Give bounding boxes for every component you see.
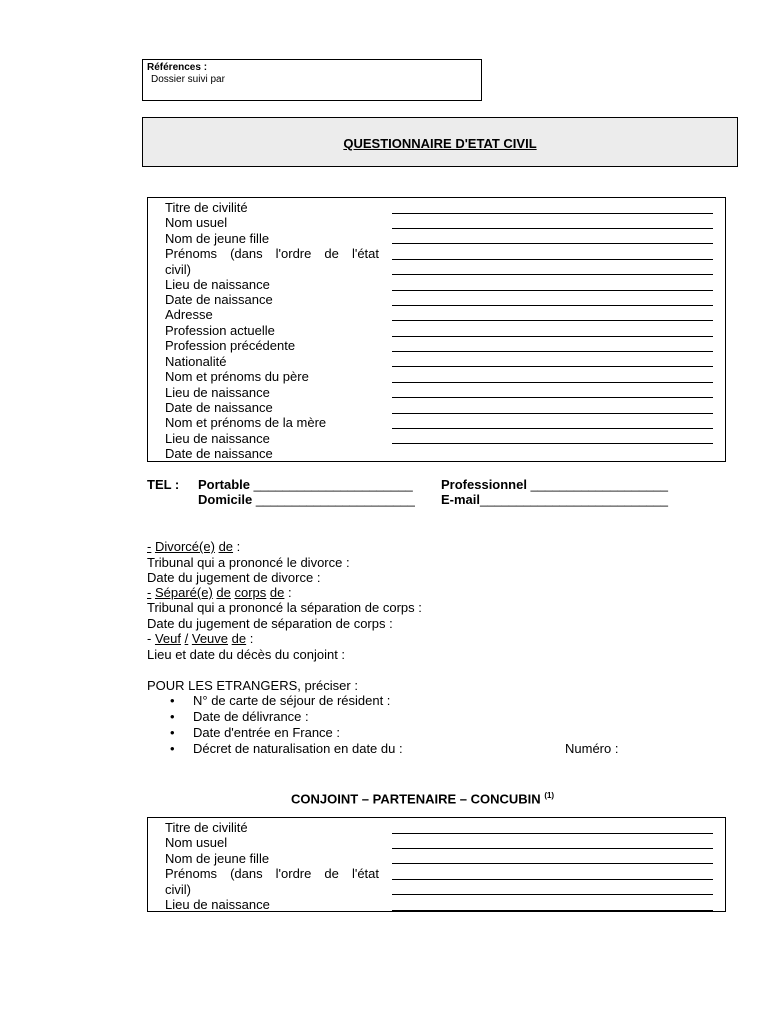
tel-portable-row <box>198 477 413 492</box>
bullet-icon: • <box>170 741 175 756</box>
professionnel-label: Professionnel <box>441 477 527 492</box>
etrangers-item-decret: Décret de naturalisation en date du : <box>193 741 403 756</box>
email-input-line[interactable]: __________________________ <box>480 492 668 507</box>
bullet-icon: • <box>170 725 175 740</box>
tel-label: TEL : <box>147 477 180 492</box>
field-label-nom-usuel: Nom usuel <box>165 215 228 230</box>
conjoint-note: (1) <box>544 791 555 800</box>
deces-label: Lieu et date du décès du conjoint : <box>147 647 346 662</box>
field-label-mere-lieu: Lieu de naissance <box>165 431 270 446</box>
separation-de2: de <box>269 585 285 600</box>
tel-professionnel-row <box>441 477 668 492</box>
field-label-lieu-naissance: Lieu de naissance <box>165 277 270 292</box>
input-line-profession-actuelle[interactable] <box>392 336 713 337</box>
portable-label: Portable <box>198 477 251 492</box>
field-label-prenoms-cont: civil) <box>165 262 191 277</box>
field-label-adresse: Adresse <box>165 307 213 322</box>
divorce-colon: : <box>236 539 241 554</box>
divorce-dash: - <box>147 539 152 554</box>
conjoint-input-line-prenoms-cont[interactable] <box>392 894 713 895</box>
separation-line <box>147 585 292 600</box>
page-title: QUESTIONNAIRE D'ETAT CIVIL <box>343 136 537 151</box>
etrangers-heading: POUR LES ETRANGERS, préciser : <box>147 678 358 693</box>
references-box <box>142 59 482 101</box>
tel-email-row <box>441 492 668 507</box>
input-line-profession-precedente[interactable] <box>392 351 713 352</box>
input-line-prenoms-cont[interactable] <box>392 274 713 275</box>
veuf-line <box>147 631 253 646</box>
tribunal-separation-label: Tribunal qui a prononcé la séparation de corps : <box>147 600 422 615</box>
divorce-de: de <box>218 539 234 554</box>
divorce-option[interactable]: Divorcé(e) <box>154 539 215 554</box>
input-line-prenoms[interactable] <box>392 259 713 260</box>
date-divorce-label: Date du jugement de divorce : <box>147 570 321 585</box>
input-line-mere[interactable] <box>392 428 713 429</box>
conjoint-label-prenoms-cont: civil) <box>165 882 191 897</box>
veuf-de: de <box>231 631 247 646</box>
etrangers-numero: Numéro : <box>565 741 619 756</box>
divorce-line <box>147 539 240 554</box>
field-label-mere-date: Date de naissance <box>165 446 273 461</box>
conjoint-label-lieu-naissance: Lieu de naissance <box>165 897 270 912</box>
bullet-icon: • <box>170 693 175 708</box>
veuf-dash: - <box>147 631 152 646</box>
title-box <box>142 117 738 167</box>
etrangers-item-entree: Date d'entrée en France : <box>193 725 341 740</box>
conjoint-input-line-prenoms[interactable] <box>392 879 713 880</box>
input-line-nationalite[interactable] <box>392 366 713 367</box>
veuve-option[interactable]: Veuve <box>191 631 229 646</box>
tribunal-divorce-label: Tribunal qui a prononcé le divorce : <box>147 555 350 570</box>
conjoint-label-prenoms: Prénoms (dans l'ordre de l'état <box>165 866 379 881</box>
input-line-titre[interactable] <box>392 213 713 214</box>
portable-input-line[interactable]: ______________________ <box>253 477 413 492</box>
input-line-nom-usuel[interactable] <box>392 228 713 229</box>
veuf-colon: : <box>249 631 254 646</box>
conjoint-input-line-titre[interactable] <box>392 833 713 834</box>
field-label-profession-precedente: Profession précédente <box>165 338 296 353</box>
conjoint-heading <box>291 788 554 806</box>
field-label-titre: Titre de civilité <box>165 200 248 215</box>
field-label-profession-actuelle: Profession actuelle <box>165 323 275 338</box>
veuf-option[interactable]: Veuf <box>154 631 181 646</box>
input-line-pere[interactable] <box>392 382 713 383</box>
domicile-input-line[interactable]: ______________________ <box>255 492 415 507</box>
field-label-prenoms: Prénoms (dans l'ordre de l'état <box>165 246 379 261</box>
input-line-mere-lieu[interactable] <box>392 443 713 444</box>
conjoint-label-titre: Titre de civilité <box>165 820 248 835</box>
input-line-pere-lieu[interactable] <box>392 397 713 398</box>
separation-colon: : <box>288 585 292 600</box>
tel-domicile-row <box>198 492 415 507</box>
veuf-slash: / <box>184 631 189 646</box>
separation-de: de <box>216 585 231 600</box>
professionnel-input-line[interactable]: ___________________ <box>530 477 668 492</box>
separation-dash: - <box>147 585 152 600</box>
conjoint-input-line-nom-usuel[interactable] <box>392 848 713 849</box>
conjoint-heading-text: CONJOINT – PARTENAIRE – CONCUBIN <box>291 791 541 807</box>
etrangers-item-delivrance: Date de délivrance : <box>193 709 309 724</box>
input-line-nom-jeune-fille[interactable] <box>392 243 713 244</box>
input-line-adresse[interactable] <box>392 320 713 321</box>
domicile-label: Domicile <box>198 492 253 507</box>
field-label-pere: Nom et prénoms du père <box>165 369 309 384</box>
separation-option[interactable]: Séparé(e) <box>154 585 213 600</box>
input-line-date-naissance[interactable] <box>392 305 713 306</box>
conjoint-input-line-lieu-naissance[interactable] <box>392 910 713 911</box>
etrangers-item-carte: N° de carte de séjour de résident : <box>193 693 391 708</box>
field-label-nom-jeune-fille: Nom de jeune fille <box>165 231 270 246</box>
field-label-pere-lieu: Lieu de naissance <box>165 385 270 400</box>
conjoint-label-nom-usuel: Nom usuel <box>165 835 228 850</box>
bullet-icon: • <box>170 709 175 724</box>
conjoint-label-nom-jeune-fille: Nom de jeune fille <box>165 851 270 866</box>
date-separation-label: Date du jugement de séparation de corps : <box>147 616 393 631</box>
dossier-suivi-label: Dossier suivi par <box>151 74 225 85</box>
field-label-mere: Nom et prénoms de la mère <box>165 415 327 430</box>
email-label: E-mail <box>441 492 481 507</box>
separation-corps: corps <box>234 585 267 600</box>
input-line-pere-date[interactable] <box>392 413 713 414</box>
field-label-date-naissance: Date de naissance <box>165 292 273 307</box>
conjoint-input-line-nom-jeune-fille[interactable] <box>392 863 713 864</box>
input-line-lieu-naissance[interactable] <box>392 290 713 291</box>
field-label-nationalite: Nationalité <box>165 354 227 369</box>
field-label-pere-date: Date de naissance <box>165 400 273 415</box>
references-label: Références : <box>147 62 208 73</box>
